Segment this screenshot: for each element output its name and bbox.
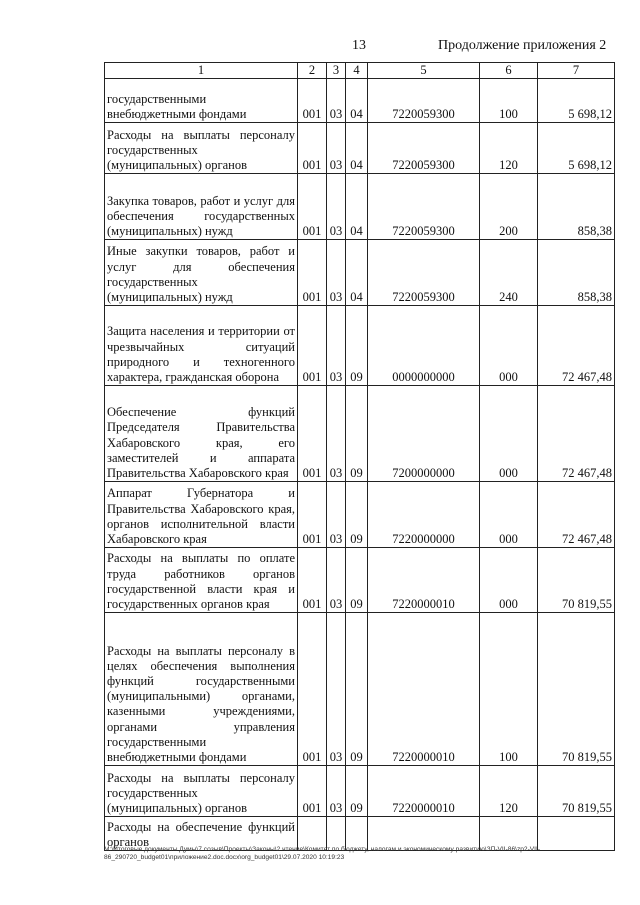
row-rz: 03 (327, 482, 346, 548)
row-pr: 09 (346, 306, 368, 386)
row-vr: 100 (480, 613, 538, 766)
row-sum: 72 467,48 (538, 386, 615, 482)
col-header-3: 3 (327, 63, 346, 79)
table-row (105, 79, 615, 123)
row-vr: 120 (480, 766, 538, 817)
row-ved: 001 (298, 482, 327, 548)
row-csr: 7200000000 (368, 386, 480, 482)
col-header-7: 7 (538, 63, 615, 79)
row-pr: 09 (346, 548, 368, 613)
row-ved: 001 (298, 613, 327, 766)
row-description: Закупка товаров, работ и услуг для обеспечения государственных (муниципальных) нужд (105, 174, 298, 240)
row-pr: 09 (346, 766, 368, 817)
row-csr: 7220059300 (368, 240, 480, 306)
row-pr: 09 (346, 386, 368, 482)
row-rz: 03 (327, 79, 346, 123)
row-sum: 858,38 (538, 174, 615, 240)
row-sum: 5 698,12 (538, 123, 615, 174)
col-header-5: 5 (368, 63, 480, 79)
row-ved: 001 (298, 240, 327, 306)
row-rz: 03 (327, 548, 346, 613)
document-path-footer: M:\Итоговые документы Думы\7 созыв\Проекты\Законы\2 чтение\Комитет по бюджету, налогам и экономическому развитию\ЗП-VII-86\zp2-VII-86_290720_budget01\приложение2.doc.docx\org_budget01\29.07.2020 10:19:23 (104, 846, 541, 861)
row-ved: 001 (298, 306, 327, 386)
row-csr: 7220059300 (368, 79, 480, 123)
row-ved: 001 (298, 386, 327, 482)
row-vr: 000 (480, 548, 538, 613)
row-pr: 04 (346, 174, 368, 240)
row-vr: 240 (480, 240, 538, 306)
row-csr: 7220000010 (368, 548, 480, 613)
row-csr: 7220000010 (368, 766, 480, 817)
row-rz: 03 (327, 306, 346, 386)
row-sum: 72 467,48 (538, 306, 615, 386)
table-row (105, 123, 615, 174)
row-ved: 001 (298, 174, 327, 240)
row-vr: 000 (480, 306, 538, 386)
row-csr: 7220000000 (368, 482, 480, 548)
col-header-4: 4 (346, 63, 368, 79)
row-pr: 04 (346, 79, 368, 123)
row-rz: 03 (327, 240, 346, 306)
table-row (105, 386, 615, 482)
row-sum: 70 819,55 (538, 766, 615, 817)
row-ved: 001 (298, 123, 327, 174)
row-description: Расходы на выплаты персоналу в целях обеспечения выполнения функций государственными (муниципальными) органами, казенными учреждениями, органами управления государственными внебюджетными фондами (105, 613, 298, 766)
col-header-6: 6 (480, 63, 538, 79)
row-sum: 72 467,48 (538, 482, 615, 548)
row-description: Обеспечение функций Председателя Правительства Хабаровского края, его заместителей и аппарата Правительства Хабаровского края (105, 386, 298, 482)
row-vr: 120 (480, 123, 538, 174)
row-description: государственными внебюджетными фондами (105, 79, 298, 123)
row-csr: 0000000000 (368, 306, 480, 386)
col-header-2: 2 (298, 63, 327, 79)
row-csr: 7220059300 (368, 123, 480, 174)
row-csr: 7220059300 (368, 174, 480, 240)
row-pr: 09 (346, 613, 368, 766)
row-pr: 09 (346, 482, 368, 548)
row-sum: 70 819,55 (538, 548, 615, 613)
row-description: Иные закупки товаров, работ и услуг для обеспечения государственных (муниципальных) нужд (105, 240, 298, 306)
row-description: Расходы на выплаты персоналу государственных (муниципальных) органов (105, 766, 298, 817)
table-row (105, 174, 615, 240)
row-pr: 04 (346, 240, 368, 306)
row-sum: 5 698,12 (538, 79, 615, 123)
row-rz: 03 (327, 123, 346, 174)
row-pr: 04 (346, 123, 368, 174)
row-vr: 000 (480, 482, 538, 548)
row-sum: 70 819,55 (538, 613, 615, 766)
budget-table (104, 62, 615, 851)
col-header-1: 1 (105, 63, 298, 79)
row-sum: 858,38 (538, 240, 615, 306)
row-ved: 001 (298, 548, 327, 613)
row-csr: 7220000010 (368, 613, 480, 766)
row-description: Расходы на выплаты персоналу государственных (муниципальных) органов (105, 123, 298, 174)
row-rz: 03 (327, 174, 346, 240)
row-description: Расходы на обеспечение функций органов (105, 817, 298, 851)
row-ved: 001 (298, 766, 327, 817)
table-row (105, 482, 615, 548)
table-row (105, 613, 615, 766)
table-row (105, 548, 615, 613)
row-vr: 000 (480, 386, 538, 482)
page-number: 13 (352, 38, 366, 53)
row-rz: 03 (327, 766, 346, 817)
row-description: Защита населения и территории от чрезвычайных ситуаций природного и техногенного характера, гражданская оборона (105, 306, 298, 386)
table-row (105, 766, 615, 817)
column-number-row (105, 63, 615, 79)
continuation-label: Продолжение приложения 2 (438, 38, 607, 53)
row-rz: 03 (327, 386, 346, 482)
table-row (105, 306, 615, 386)
row-vr: 200 (480, 174, 538, 240)
table-row (105, 240, 615, 306)
row-description: Расходы на выплаты по оплате труда работников органов государственной власти края и государственных органов края (105, 548, 298, 613)
row-vr: 100 (480, 79, 538, 123)
row-ved: 001 (298, 79, 327, 123)
row-description: Аппарат Губернатора и Правительства Хабаровского края, органов исполнительной власти Хабаровского края (105, 482, 298, 548)
row-rz: 03 (327, 613, 346, 766)
